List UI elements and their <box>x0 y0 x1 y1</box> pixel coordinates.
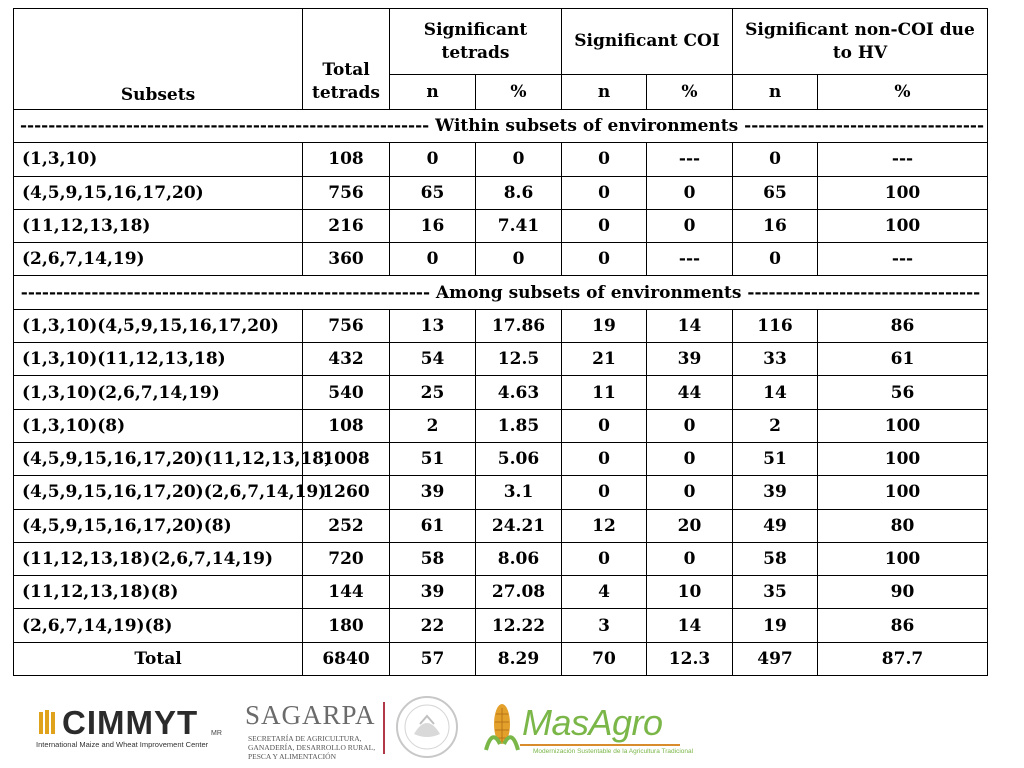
table-cell: 116 <box>733 309 818 342</box>
table-cell: 100 <box>818 209 988 242</box>
sagarpa-logo-text: SAGARPA <box>245 700 376 730</box>
table-cell: 1.85 <box>476 409 562 442</box>
table-cell: 25 <box>390 376 476 409</box>
row-label-cell: (2,6,7,14,19) <box>14 243 303 276</box>
cimmyt-wheat-icon <box>36 710 58 734</box>
table-cell: 100 <box>818 476 988 509</box>
table-cell: 0 <box>562 209 647 242</box>
table-cell: 8.6 <box>476 176 562 209</box>
table-cell: 4.63 <box>476 376 562 409</box>
header-significant-coi: Significant COI <box>562 9 733 75</box>
table-cell: 44 <box>647 376 733 409</box>
total-row <box>14 642 988 675</box>
table-cell: --- <box>647 143 733 176</box>
table-cell: 11 <box>562 376 647 409</box>
header-percent: % <box>647 75 733 110</box>
mexico-national-seal-icon <box>392 694 462 760</box>
table-cell: 0 <box>562 442 647 475</box>
table-row <box>14 209 988 242</box>
table-cell: 17.86 <box>476 309 562 342</box>
table-cell: 19 <box>733 609 818 642</box>
table-cell: 360 <box>303 243 390 276</box>
table-cell: 12.3 <box>647 642 733 675</box>
masagro-underline <box>520 744 680 746</box>
table-cell: 10 <box>647 576 733 609</box>
table-row <box>14 376 988 409</box>
row-label-cell: (1,3,10)(11,12,13,18) <box>14 343 303 376</box>
table-cell: 0 <box>562 243 647 276</box>
table-cell: 22 <box>390 609 476 642</box>
table-row <box>14 476 988 509</box>
table-row <box>14 542 988 575</box>
table-cell: 1008 <box>303 442 390 475</box>
table-cell: 16 <box>733 209 818 242</box>
table-cell: 0 <box>562 176 647 209</box>
table-cell: 0 <box>647 442 733 475</box>
table-cell: 4 <box>562 576 647 609</box>
table-cell: 35 <box>733 576 818 609</box>
table-cell: 14 <box>647 309 733 342</box>
table-cell: 3 <box>562 609 647 642</box>
table-cell: 12.5 <box>476 343 562 376</box>
table-cell: 39 <box>390 576 476 609</box>
row-label-cell: (11,12,13,18)(8) <box>14 576 303 609</box>
row-label-cell: (4,5,9,15,16,17,20) <box>14 176 303 209</box>
table-cell: 3.1 <box>476 476 562 509</box>
table-cell: 0 <box>562 409 647 442</box>
table-cell: 432 <box>303 343 390 376</box>
table-cell: 2 <box>390 409 476 442</box>
table-cell: 54 <box>390 343 476 376</box>
header-n: n <box>733 75 818 110</box>
table-row <box>14 576 988 609</box>
table-cell: 497 <box>733 642 818 675</box>
table-cell: 80 <box>818 509 988 542</box>
table-cell: 39 <box>390 476 476 509</box>
table-row <box>14 509 988 542</box>
table-cell: 20 <box>647 509 733 542</box>
row-label-cell: (1,3,10)(4,5,9,15,16,17,20) <box>14 309 303 342</box>
table-cell: 56 <box>818 376 988 409</box>
table-cell: 0 <box>390 143 476 176</box>
row-label-cell: (4,5,9,15,16,17,20)(11,12,13,18) <box>14 442 303 475</box>
table-cell: 5.06 <box>476 442 562 475</box>
table-cell: 540 <box>303 376 390 409</box>
table-cell: 0 <box>647 209 733 242</box>
table-cell: 90 <box>818 576 988 609</box>
row-label-cell: Total <box>14 642 303 675</box>
table-cell: 180 <box>303 609 390 642</box>
row-label-cell: (1,3,10)(2,6,7,14,19) <box>14 376 303 409</box>
table-cell: 0 <box>476 143 562 176</box>
table-cell: 756 <box>303 309 390 342</box>
table-cell: 86 <box>818 309 988 342</box>
header-percent: % <box>818 75 988 110</box>
table-cell: --- <box>818 143 988 176</box>
sagarpa-divider <box>383 702 385 754</box>
table-cell: 24.21 <box>476 509 562 542</box>
table-cell: 1260 <box>303 476 390 509</box>
row-label-cell: (1,3,10)(8) <box>14 409 303 442</box>
table-cell: 252 <box>303 509 390 542</box>
table-row <box>14 409 988 442</box>
header-significant-tetrads: Significant tetrads <box>390 9 562 75</box>
table-cell: 65 <box>390 176 476 209</box>
table-cell: 51 <box>390 442 476 475</box>
table-cell: 108 <box>303 409 390 442</box>
table-cell: 0 <box>562 542 647 575</box>
table-cell: 8.29 <box>476 642 562 675</box>
table-cell: 100 <box>818 542 988 575</box>
table-cell: 51 <box>733 442 818 475</box>
table-cell: 70 <box>562 642 647 675</box>
table-cell: 61 <box>818 343 988 376</box>
within-subsets-separator <box>14 110 988 143</box>
table-cell: 0 <box>647 542 733 575</box>
table-cell: 216 <box>303 209 390 242</box>
table-body <box>14 110 988 676</box>
table-cell: 100 <box>818 442 988 475</box>
table-cell: 0 <box>733 243 818 276</box>
table-row <box>14 243 988 276</box>
header-total-tetrads: Total tetrads <box>303 9 390 110</box>
table-row <box>14 343 988 376</box>
row-label-cell: (11,12,13,18) <box>14 209 303 242</box>
among-subsets-separator <box>14 276 988 309</box>
masagro-subtitle: Modernización Sustentable de la Agricultura Tradicional <box>533 748 694 755</box>
table-cell: 108 <box>303 143 390 176</box>
table-cell: 14 <box>647 609 733 642</box>
table-cell: 16 <box>390 209 476 242</box>
header-percent: % <box>476 75 562 110</box>
logo-footer <box>0 688 1024 768</box>
table-cell: 13 <box>390 309 476 342</box>
row-label-cell: (4,5,9,15,16,17,20)(8) <box>14 509 303 542</box>
table-cell: 6840 <box>303 642 390 675</box>
table-row <box>14 442 988 475</box>
header-subsets: Subsets <box>14 9 303 110</box>
table-cell: 61 <box>390 509 476 542</box>
table-cell: 144 <box>303 576 390 609</box>
cimmyt-logo-text: CIMMYT <box>62 704 199 741</box>
table-cell: 0 <box>647 176 733 209</box>
table-cell: 27.08 <box>476 576 562 609</box>
table-cell: --- <box>818 243 988 276</box>
table-cell: 39 <box>647 343 733 376</box>
table-cell: 0 <box>562 476 647 509</box>
table-cell: 86 <box>818 609 988 642</box>
table-cell: 19 <box>562 309 647 342</box>
among-subsets-separator-label: ---------------------------------------------------------- Among subsets of environments --------------------------------- <box>14 276 988 309</box>
table-row <box>14 143 988 176</box>
table-cell: 57 <box>390 642 476 675</box>
table-cell: 0 <box>476 243 562 276</box>
table-cell: 12 <box>562 509 647 542</box>
table-cell: 58 <box>390 542 476 575</box>
table-cell: 58 <box>733 542 818 575</box>
table-cell: 0 <box>562 143 647 176</box>
header-n: n <box>562 75 647 110</box>
table-cell: 0 <box>733 143 818 176</box>
header-significant-non-coi: Significant non-COI due to HV <box>733 9 988 75</box>
table-cell: 12.22 <box>476 609 562 642</box>
table-cell: 65 <box>733 176 818 209</box>
within-subsets-separator-label: ---------------------------------------------------------- Within subsets of environments ---------------------------------- <box>14 110 988 143</box>
table-cell: 100 <box>818 409 988 442</box>
cimmyt-subtitle: International Maize and Wheat Improvement Center <box>36 740 209 749</box>
table-row <box>14 309 988 342</box>
table-cell: 0 <box>390 243 476 276</box>
table-cell: 100 <box>818 176 988 209</box>
table-cell: 8.06 <box>476 542 562 575</box>
table-cell: 2 <box>733 409 818 442</box>
results-table <box>13 8 988 676</box>
corn-icon <box>478 698 524 754</box>
table-cell: 39 <box>733 476 818 509</box>
table-cell: 14 <box>733 376 818 409</box>
sagarpa-subtitle: SECRETARÍA DE AGRICULTURA, GANADERÍA, DESARROLLO RURAL, PESCA Y ALIMENTACIÓN <box>248 734 376 761</box>
table-cell: 7.41 <box>476 209 562 242</box>
row-label-cell: (2,6,7,14,19)(8) <box>14 609 303 642</box>
table-row <box>14 609 988 642</box>
masagro-logo-text: MasAgro <box>522 702 663 743</box>
row-label-cell: (11,12,13,18)(2,6,7,14,19) <box>14 542 303 575</box>
table-cell: 49 <box>733 509 818 542</box>
table-row <box>14 176 988 209</box>
cimmyt-trademark: MR <box>211 730 222 737</box>
table-cell: 720 <box>303 542 390 575</box>
table-cell: 21 <box>562 343 647 376</box>
header-n: n <box>390 75 476 110</box>
row-label-cell: (1,3,10) <box>14 143 303 176</box>
table-cell: 33 <box>733 343 818 376</box>
row-label-cell: (4,5,9,15,16,17,20)(2,6,7,14,19) <box>14 476 303 509</box>
table-cell: 0 <box>647 409 733 442</box>
table-cell: 87.7 <box>818 642 988 675</box>
table-cell: 0 <box>647 476 733 509</box>
table-cell: --- <box>647 243 733 276</box>
table-cell: 756 <box>303 176 390 209</box>
